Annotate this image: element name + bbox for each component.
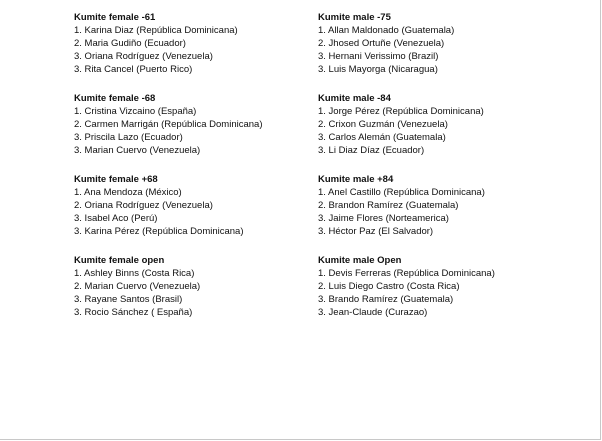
section-heading: Kumite female +68	[74, 174, 158, 185]
result-entry: 3. Li Diaz Díaz (Ecuador)	[318, 145, 425, 156]
result-entry: 3. Karina Pérez (República Dominicana)	[74, 226, 244, 237]
results-section	[318, 254, 558, 335]
results-section	[74, 173, 314, 254]
result-entry: 3. Jean-Claude (Curazao)	[318, 307, 428, 318]
result-entry: 1. Cristina Vizcaino (España)	[74, 106, 197, 117]
result-entry: 1. Jorge Pérez (República Dominicana)	[318, 106, 484, 117]
result-entry: 3. Hernani Verissimo (Brazil)	[318, 51, 439, 62]
result-entry: 3. Priscila Lazo (Ecuador)	[74, 132, 183, 143]
section-heading: Kumite female -68	[74, 93, 156, 104]
left-column	[74, 11, 314, 335]
result-entry: 2. Carmen Marrigán (República Dominicana)	[74, 119, 263, 130]
results-section	[74, 11, 314, 92]
result-entry: 1. Ashley Binns (Costa Rica)	[74, 268, 195, 279]
result-entry: 3. Jaime Flores (Norteamerica)	[318, 213, 449, 224]
section-heading: Kumite male Open	[318, 255, 402, 266]
result-entry: 1. Devis Ferreras (República Dominicana)	[318, 268, 495, 279]
result-entry: 3. Rocio Sánchez ( España)	[74, 307, 193, 318]
result-entry: 3. Héctor Paz (El Salvador)	[318, 226, 434, 237]
result-entry: 2. Oriana Rodríguez (Venezuela)	[74, 200, 213, 211]
section-heading: Kumite male -75	[318, 12, 391, 23]
results-section	[318, 92, 558, 173]
results-section	[318, 11, 558, 92]
result-entry: 3. Brando Ramírez (Guatemala)	[318, 294, 454, 305]
result-entry: 2. Crixon Guzmán (Venezuela)	[318, 119, 448, 130]
result-entry: 3. Isabel Aco (Perú)	[74, 213, 158, 224]
results-section	[318, 173, 558, 254]
result-entry: 1. Allan Maldonado (Guatemala)	[318, 25, 455, 36]
result-entry: 3. Luis Mayorga (Nicaragua)	[318, 64, 438, 75]
result-entry: 2. Luis Diego Castro (Costa Rica)	[318, 281, 460, 292]
result-entry: 3. Carlos Alemán (Guatemala)	[318, 132, 446, 143]
result-entry: 2. Brandon Ramírez (Guatemala)	[318, 200, 459, 211]
right-column	[318, 11, 558, 335]
result-entry: 1. Anel Castillo (República Dominicana)	[318, 187, 485, 198]
result-entry: 3. Rita Cancel (Puerto Rico)	[74, 64, 193, 75]
result-entry: 3. Oriana Rodríguez (Venezuela)	[74, 51, 213, 62]
section-heading: Kumite female -61	[74, 12, 156, 23]
result-entry: 1. Karina Diaz (República Dominicana)	[74, 25, 238, 36]
results-section	[74, 254, 314, 335]
result-entry: 2. Marian Cuervo (Venezuela)	[74, 281, 201, 292]
result-entry: 1. Ana Mendoza (México)	[74, 187, 182, 198]
result-entry: 2. Jhosed Ortuñe (Venezuela)	[318, 38, 445, 49]
results-section	[74, 92, 314, 173]
result-entry: 3. Rayane Santos (Brasil)	[74, 294, 183, 305]
result-entry: 2. Maria Gudiño (Ecuador)	[74, 38, 186, 49]
result-entry: 3. Marian Cuervo (Venezuela)	[74, 145, 201, 156]
section-heading: Kumite male -84	[318, 93, 391, 104]
section-heading: Kumite male +84	[318, 174, 394, 185]
section-heading: Kumite female open	[74, 255, 165, 266]
